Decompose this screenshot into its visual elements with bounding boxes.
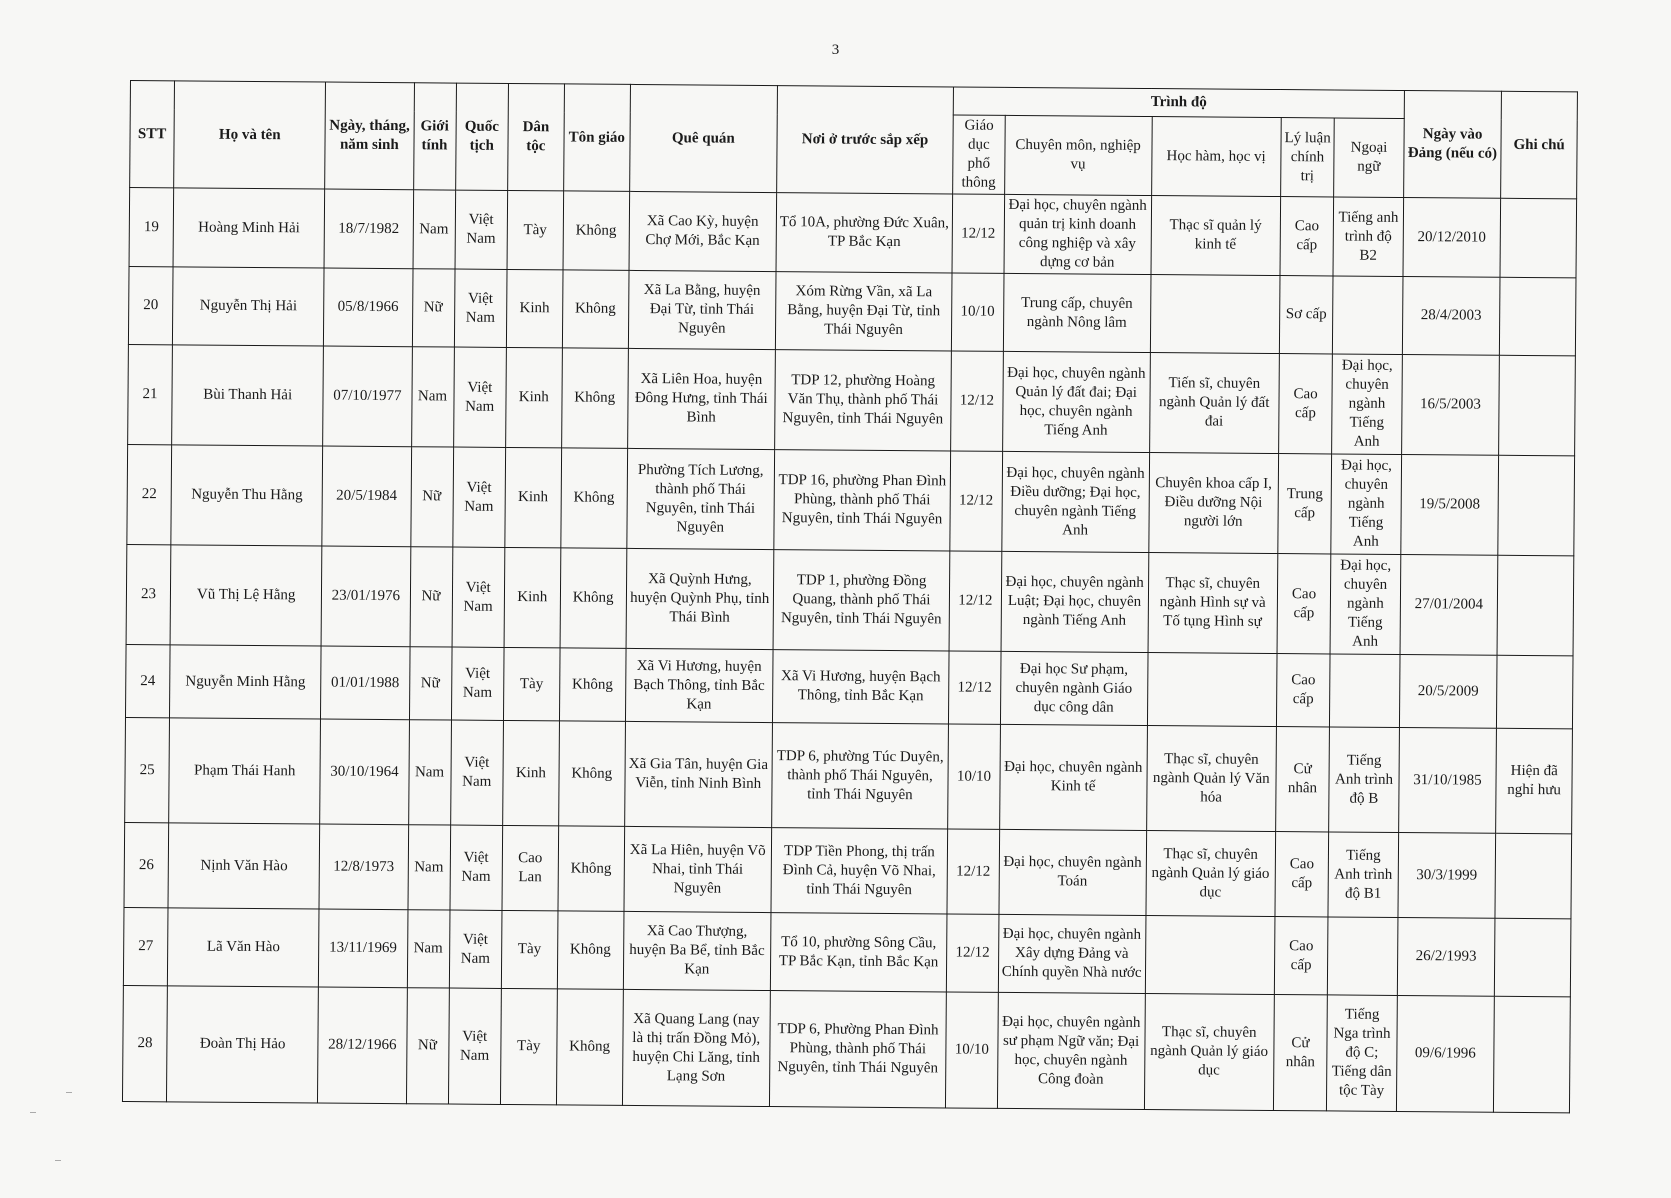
cell-ethnicity: Kinh <box>503 720 559 825</box>
cell-residence: TDP 1, phường Đồng Quang, thành phố Thái Nguyên, tỉnh Thái Nguyên <box>773 550 950 651</box>
cell-professional: Trung cấp, chuyên ngành Nông lâm <box>1003 273 1151 352</box>
cell-nationality: Việt Nam <box>455 190 508 269</box>
cell-gender: Nam <box>407 910 450 988</box>
cell-hometown: Xã Cao Kỳ, huyện Chợ Mới, Bắc Kạn <box>629 191 777 271</box>
cell-general-education: 12/12 <box>949 651 1001 724</box>
cell-foreign-language: Đại học, chuyên ngành Tiếng Anh <box>1330 554 1400 655</box>
cell-political-theory: Sơ cấp <box>1279 276 1333 354</box>
cell-dob: 01/01/1988 <box>321 646 410 720</box>
header-stt: STT <box>130 81 175 188</box>
cell-stt: 24 <box>125 644 170 717</box>
cell-foreign-language <box>1328 917 1398 996</box>
cell-note <box>1495 833 1571 919</box>
cell-hometown: Xã Vi Hương, huyện Bạch Thông, tỉnh Bắc Kạn <box>625 648 773 722</box>
cell-religion: Không <box>560 448 627 549</box>
cell-gender: Nữ <box>412 269 455 347</box>
cell-note <box>1497 555 1574 656</box>
cell-religion: Không <box>558 826 625 912</box>
cell-name: Nguyễn Thị Hải <box>173 267 325 346</box>
scan-speck <box>66 1092 72 1093</box>
cell-professional: Đại học, chuyên ngành Điều dưỡng; Đại học, chuyên ngành Tiếng Anh <box>1001 451 1149 552</box>
cell-hometown: Xã La Bằng, huyện Đại Từ, tỉnh Thái Nguyên <box>628 270 776 349</box>
cell-political-theory: Cao cấp <box>1277 554 1331 654</box>
cell-hometown: Xã Liên Hoa, huyện Đông Hưng, tỉnh Thái Bình <box>627 348 775 449</box>
cell-general-education: 12/12 <box>951 351 1003 451</box>
cell-dob: 12/8/1973 <box>319 824 408 910</box>
header-professional: Chuyên môn, nghiệp vụ <box>1004 115 1152 195</box>
cell-gender: Nữ <box>409 647 452 720</box>
cell-party-join: 20/5/2009 <box>1399 654 1497 728</box>
cell-dob: 20/5/1984 <box>322 446 411 547</box>
header-dob: Ngày, tháng, năm sinh <box>325 82 414 190</box>
cell-note <box>1497 655 1573 729</box>
cell-residence: Tổ 10, phường Sông Cầu, TP Bắc Kạn, tỉnh Bắc Kạn <box>770 913 947 992</box>
cell-academic: Thạc sĩ quản lý kinh tế <box>1151 196 1281 276</box>
table-row <box>128 266 1576 355</box>
cell-academic: Thạc sĩ, chuyên ngành Quản lý giáo dục <box>1146 831 1276 917</box>
cell-stt: 21 <box>128 344 173 444</box>
cell-nationality: Việt Nam <box>450 720 503 825</box>
table-row <box>125 644 1573 728</box>
cell-hometown: Xã Cao Thượng, huyện Ba Bể, tỉnh Bắc Kạn <box>623 911 771 990</box>
cell-ethnicity: Tày <box>503 647 559 720</box>
header-religion: Tôn giáo <box>563 84 630 192</box>
cell-residence: TDP 16, phường Phan Đình Phùng, thành phố Thái Nguyên, tỉnh Thái Nguyên <box>774 450 951 551</box>
cell-foreign-language: Đại học, chuyên ngành Tiếng Anh <box>1332 354 1402 455</box>
cell-academic <box>1147 653 1277 727</box>
cell-general-education: 10/10 <box>952 273 1004 351</box>
cell-professional: Đại học, chuyên ngành Kinh tế <box>999 724 1147 830</box>
page-number: 3 <box>831 42 840 58</box>
cell-nationality: Việt Nam <box>451 647 504 720</box>
cell-political-theory: Cử nhân <box>1273 995 1327 1111</box>
table-row <box>124 822 1572 918</box>
header-note: Ghi chú <box>1501 91 1578 199</box>
scan-speck <box>55 1160 61 1161</box>
cell-note <box>1500 198 1576 278</box>
cell-political-theory: Cử nhân <box>1275 727 1329 832</box>
cell-party-join: 09/6/1996 <box>1396 995 1495 1112</box>
cell-hometown: Xã Gia Tân, huyện Gia Viễn, tỉnh Ninh Bình <box>624 721 772 827</box>
header-ethnicity: Dân tộc <box>508 83 564 190</box>
cell-residence: TDP Tiền Phong, thị trấn Đình Cả, huyện Võ Nhai, tỉnh Thái Nguyên <box>771 828 948 914</box>
cell-academic: Thạc sĩ, chuyên ngành Quản lý Văn hóa <box>1146 726 1276 832</box>
cell-party-join: 16/5/2003 <box>1401 354 1499 455</box>
cell-gender: Nam <box>408 720 451 825</box>
cell-name: Bùi Thanh Hải <box>172 345 324 446</box>
header-nationality: Quốc tịch <box>455 83 508 190</box>
cell-nationality: Việt Nam <box>448 988 501 1104</box>
cell-note: Hiện đã nghỉ hưu <box>1496 728 1573 834</box>
cell-hometown: Xã Quang Lang (nay là thị trấn Đồng Mỏ), huyện Chi Lăng, tỉnh Lạng Sơn <box>622 989 770 1106</box>
cell-ethnicity: Cao Lan <box>502 825 558 910</box>
cell-religion: Không <box>559 648 626 722</box>
cell-name: Hoàng Minh Hải <box>173 188 325 268</box>
cell-political-theory: Cao cấp <box>1276 654 1330 727</box>
cell-academic: Chuyên khoa cấp I, Điều dưỡng Nội người lớn <box>1148 453 1278 554</box>
table-row <box>123 907 1571 996</box>
cell-academic: Tiến sĩ, chuyên ngành Quản lý đất đai <box>1149 353 1279 454</box>
header-gender: Giới tính <box>413 83 456 190</box>
cell-nationality: Việt Nam <box>453 347 506 447</box>
cell-foreign-language: Đại học, chuyên ngành Tiếng Anh <box>1331 454 1401 555</box>
cell-professional: Đại học Sư phạm, chuyên ngành Giáo dục công dân <box>1000 651 1148 725</box>
cell-nationality: Việt Nam <box>452 547 505 647</box>
cell-political-theory: Cao cấp <box>1278 354 1332 454</box>
cell-professional: Đại học, chuyên ngành Toán <box>999 829 1147 915</box>
cell-religion: Không <box>557 911 624 990</box>
cell-general-education: 12/12 <box>950 451 1002 551</box>
cell-residence: TDP 6, Phường Phan Đình Phùng, thành phố Thái Nguyên, tỉnh Thái Nguyên <box>769 991 946 1108</box>
header-name: Họ và tên <box>174 81 326 189</box>
cell-stt: 23 <box>126 544 171 644</box>
cell-name: Vũ Thị Lệ Hằng <box>170 545 322 646</box>
cell-general-education: 10/10 <box>948 724 1000 829</box>
table-row <box>129 188 1577 278</box>
cell-hometown: Phường Tích Lương, thành phố Thái Nguyên, tỉnh Thái Nguyên <box>627 448 775 549</box>
cell-ethnicity: Kinh <box>506 269 562 347</box>
cell-gender: Nữ <box>406 988 449 1104</box>
cell-ethnicity: Tày <box>501 910 557 988</box>
cell-name: Đoàn Thị Hảo <box>167 986 319 1103</box>
cell-party-join: 27/01/2004 <box>1400 554 1498 655</box>
cell-religion: Không <box>560 548 627 649</box>
cell-professional: Đại học, chuyên ngành Quản lý đất đai; Đại học, chuyên ngành Tiếng Anh <box>1002 351 1150 452</box>
cell-professional: Đại học, chuyên ngành sư phạm Ngữ văn; Đại học, chuyên ngành Công đoàn <box>997 992 1145 1109</box>
header-political-theory: Lý luận chính trị <box>1280 118 1334 197</box>
cell-dob: 13/11/1969 <box>319 909 408 988</box>
cell-name: Nịnh Văn Hào <box>168 823 320 909</box>
cell-party-join: 20/12/2010 <box>1403 198 1501 278</box>
cell-note <box>1494 996 1571 1113</box>
cell-ethnicity: Tày <box>500 988 557 1104</box>
cell-religion: Không <box>558 721 625 827</box>
cell-general-education: 10/10 <box>946 992 998 1108</box>
header-academic: Học hàm, học vị <box>1151 117 1281 197</box>
cell-party-join: 19/5/2008 <box>1400 454 1498 555</box>
cell-general-education: 12/12 <box>947 829 999 914</box>
cell-academic <box>1145 916 1275 995</box>
header-hometown: Quê quán <box>629 84 777 192</box>
cell-note <box>1498 455 1575 556</box>
cell-dob: 18/7/1982 <box>324 189 413 269</box>
cell-religion: Không <box>561 348 628 449</box>
cell-stt: 28 <box>122 985 167 1101</box>
cell-dob: 30/10/1964 <box>320 719 409 825</box>
scan-speck <box>30 1112 36 1113</box>
cell-name: Lã Văn Hào <box>167 908 319 987</box>
cell-gender: Nam <box>413 190 456 269</box>
cell-stt: 19 <box>129 188 174 267</box>
cell-dob: 28/12/1966 <box>318 987 407 1104</box>
cell-party-join: 31/10/1985 <box>1398 727 1496 833</box>
table-row <box>128 344 1576 455</box>
cell-nationality: Việt Nam <box>452 447 505 547</box>
header-party-join: Ngày vào Đảng (nếu có) <box>1403 91 1501 199</box>
cell-academic: Thạc sĩ, chuyên ngành Quản lý giáo dục <box>1144 993 1274 1110</box>
cell-foreign-language: Tiếng anh trình độ B2 <box>1333 197 1403 277</box>
cell-foreign-language: Tiếng Anh trình độ B <box>1329 727 1399 833</box>
cell-gender: Nam <box>407 825 450 910</box>
cell-hometown: Xã La Hiên, huyện Võ Nhai, tỉnh Thái Nguyên <box>624 826 772 912</box>
cell-ethnicity: Kinh <box>505 447 561 547</box>
cell-ethnicity: Tày <box>507 190 563 269</box>
cell-name: Nguyễn Minh Hằng <box>170 645 322 719</box>
personnel-table <box>122 80 1578 1113</box>
cell-political-theory: Cao cấp <box>1280 197 1334 276</box>
cell-dob: 05/8/1966 <box>324 268 413 347</box>
cell-professional: Đại học, chuyên ngành Xây dựng Đảng và Chính quyền Nhà nước <box>998 914 1146 993</box>
cell-dob: 07/10/1977 <box>323 346 412 447</box>
cell-residence: TDP 12, phường Hoàng Văn Thụ, thành phố Thái Nguyên, tỉnh Thái Nguyên <box>774 350 951 451</box>
cell-religion: Không <box>563 191 630 271</box>
cell-stt: 22 <box>127 444 172 544</box>
header-qualification-group: Trình độ <box>953 87 1404 119</box>
cell-dob: 23/01/1976 <box>321 546 410 647</box>
cell-party-join: 30/3/1999 <box>1398 832 1496 918</box>
cell-note <box>1495 918 1571 997</box>
cell-stt: 25 <box>125 717 170 822</box>
cell-residence: Xóm Rừng Vần, xã La Bằng, huyện Đại Từ, tỉnh Thái Nguyên <box>775 272 952 351</box>
cell-political-theory: Cao cấp <box>1275 832 1329 917</box>
cell-stt: 26 <box>124 822 169 907</box>
cell-stt: 27 <box>123 907 168 985</box>
cell-general-education: 12/12 <box>952 194 1004 273</box>
cell-religion: Không <box>556 989 623 1106</box>
cell-name: Phạm Thái Hanh <box>169 718 321 824</box>
header-general-education: Giáo dục phổ thông <box>953 115 1005 194</box>
cell-stt: 20 <box>128 266 173 344</box>
header-foreign-language: Ngoại ngữ <box>1334 118 1404 198</box>
cell-general-education: 12/12 <box>949 551 1001 651</box>
cell-foreign-language: Tiếng Anh trình độ B1 <box>1328 832 1398 918</box>
cell-professional: Đại học, chuyên ngành Luật; Đại học, chuyên ngành Tiếng Anh <box>1001 551 1149 652</box>
cell-party-join: 26/2/1993 <box>1397 917 1495 996</box>
cell-foreign-language <box>1333 276 1403 355</box>
cell-academic: Thạc sĩ, chuyên ngành Hình sự và Tố tụng Hình sự <box>1148 553 1278 654</box>
cell-professional: Đại học, chuyên ngành quản trị kinh doanh công nghiệp và xây dựng cơ bản <box>1004 194 1152 274</box>
cell-foreign-language <box>1330 654 1400 728</box>
cell-foreign-language: Tiếng Nga trình độ C; Tiếng dân tộc Tày <box>1327 995 1397 1112</box>
table-row <box>125 717 1573 833</box>
cell-ethnicity: Kinh <box>504 547 560 647</box>
table-row <box>122 985 1570 1112</box>
cell-nationality: Việt Nam <box>449 910 502 988</box>
cell-political-theory: Trung cấp <box>1278 454 1332 554</box>
cell-residence: TDP 6, phường Túc Duyên, thành phố Thái Nguyên, tỉnh Thái Nguyên <box>771 723 948 829</box>
cell-name: Nguyễn Thu Hằng <box>171 445 323 546</box>
cell-political-theory: Cao cấp <box>1274 917 1328 995</box>
cell-gender: Nữ <box>410 447 453 547</box>
table-row <box>126 544 1574 655</box>
cell-ethnicity: Kinh <box>506 347 562 447</box>
cell-nationality: Việt Nam <box>449 825 502 910</box>
cell-gender: Nữ <box>410 547 453 647</box>
cell-note <box>1500 277 1576 356</box>
cell-note <box>1499 355 1576 456</box>
cell-general-education: 12/12 <box>947 914 999 992</box>
cell-nationality: Việt Nam <box>454 269 507 347</box>
cell-party-join: 28/4/2003 <box>1402 277 1500 356</box>
cell-hometown: Xã Quỳnh Hưng, huyện Quỳnh Phụ, tỉnh Thái Bình <box>626 548 774 649</box>
table-row <box>127 444 1575 555</box>
cell-academic <box>1150 275 1280 354</box>
header-residence: Nơi ở trước sắp xếp <box>776 86 953 194</box>
cell-gender: Nam <box>411 347 454 447</box>
cell-residence: Xã Vi Hương, huyện Bạch Thông, tỉnh Bắc Kạn <box>772 650 949 724</box>
cell-religion: Không <box>562 270 629 349</box>
cell-residence: Tổ 10A, phường Đức Xuân, TP Bắc Kạn <box>776 193 953 273</box>
